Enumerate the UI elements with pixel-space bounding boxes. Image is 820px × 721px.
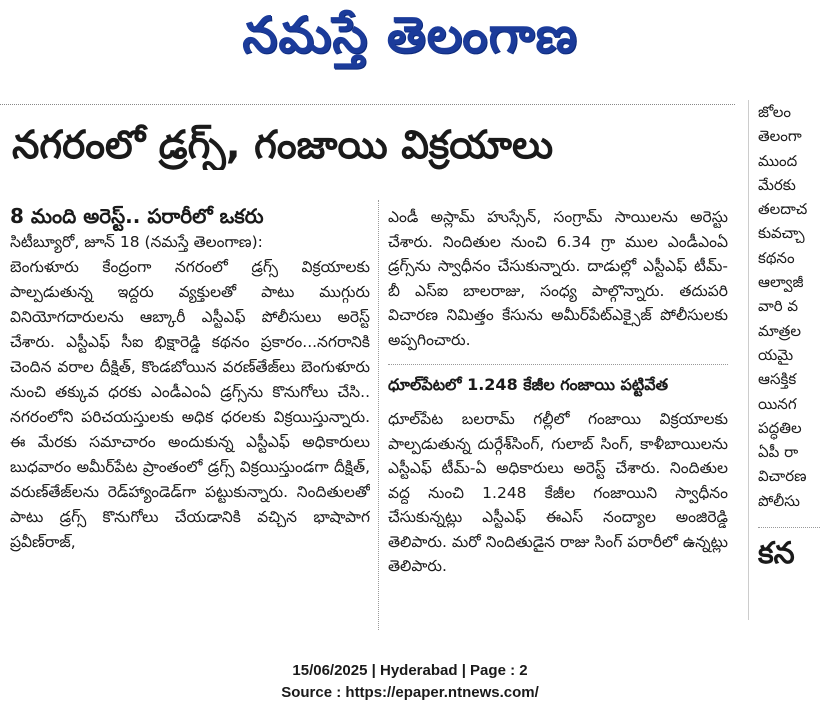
adjacent-text-line: తెలంగా <box>758 127 802 146</box>
column-divider-right <box>748 100 749 620</box>
adjacent-text-line: యమై <box>758 345 794 364</box>
adjacent-text-line: ఏపీ రా <box>758 443 799 462</box>
adjacent-text-line: ఆల్వాజీ <box>758 273 804 292</box>
adjacent-text-line: వారి వ <box>758 297 799 316</box>
adjacent-text-line: పోలీసు <box>758 491 800 510</box>
edition-info: 15/06/2025 | Hyderabad | Page : 2 <box>292 662 528 679</box>
article-subheadline: 8 మంది అరెస్ట్.. పరారీలో ఒకరు <box>10 204 264 228</box>
adjacent-text-line: మాత్రల <box>758 321 801 340</box>
source-link[interactable]: Source : https://epaper.ntnews.com/ <box>281 684 539 701</box>
adjacent-article-column <box>758 100 820 574</box>
article-body-middle-2: ధూల్‌పేట బలరామ్ గల్లీలో గంజాయి విక్రయాలకు పాల్పడుతున్న దుర్గేశ్‌సింగ్, గులాబ్ సింగ్, కాళీబాయిలను ఎస్టీఎఫ్ టీమ్-ఏ అధికారులు అరెస్ట్ చేశారు. నిందితుల వద్ద నుంచి 1.248 కేజీల గంజాయిని స్వాధీనం చేసుకున్నట్లు ఎస్టీఎఫ్ ఈఎస్ నంద్యాల అంజిరెడ్డి తెలిపారు. మరో నిందితుడైన రాజు సింగ్ పరారీలో ఉన్నట్లు తెలిపారు. <box>388 410 728 575</box>
adjacent-headline: కన <box>758 536 795 572</box>
adjacent-text-line: కువచ్చా <box>758 224 805 243</box>
adjacent-text-line: మేరకు <box>758 175 796 194</box>
masthead <box>0 0 820 92</box>
adjacent-text-line: యినగ <box>758 394 797 413</box>
newspaper-logo: నమస్తే తెలంగాణ <box>242 6 578 64</box>
adjacent-text-line: కథనం <box>758 248 795 267</box>
article-column-middle <box>388 205 728 579</box>
column-divider <box>378 200 379 630</box>
article-column-left <box>10 202 370 642</box>
adjacent-text-line: ముంద <box>758 151 798 170</box>
adjacent-text-line: తలదాచ <box>758 200 808 219</box>
page-footer <box>0 660 820 704</box>
article-body-middle: ఎండీ అస్లామ్ హుస్సేన్, సంగ్రామ్ సాయిలను అరెస్టు చేశారు. నిందితుల నుంచి 6.34 గ్రా ముల ఎండీఎంఏ డ్రగ్స్‌ను స్వాధీనం చేసుకున్నారు. దాడుల్లో ఎస్టీఎఫ్ టీమ్-బీ ఎస్ఐ బాలరాజు, సంధ్య పాల్గొన్నారు. తదుపరి విచారణ నిమిత్తం కేసును అమీర్‌పేట్‌ఎక్సైజ్ పోలీసులకు అప్పగించారు. <box>388 208 728 349</box>
adjacent-text-line: విచారణ <box>758 467 807 486</box>
article-dateline: సిటీబ్యూరో, జూన్ 18 (నమస్తే తెలంగాణ): <box>10 233 263 251</box>
adjacent-text-line: ఆసక్తిక <box>758 370 797 389</box>
adjacent-text-line: పద్ధతిల <box>758 418 802 437</box>
section-divider <box>388 364 728 365</box>
article-headline: నగరంలో డ్రగ్స్, గంజాయి విక్రయాలు <box>12 123 554 168</box>
adjacent-text-line: జోలం <box>758 103 791 121</box>
article-subheadline-2: ధూల్‌పేటలో 1.248 కేజీల గంజాయి పట్టివేత <box>388 375 669 394</box>
header-divider <box>0 104 735 105</box>
adjacent-divider <box>758 527 820 528</box>
article-body-left: బెంగుళూరు కేంద్రంగా నగరంలో డ్రగ్స్ విక్రయాలకు పాల్పడుతున్న ఇద్దరు వ్యక్తులతో పాటు ముగ్గురు వినియోగదారులను ఆబ్కారీ ఎస్టీఎఫ్ పోలీసులు అరెస్ట్ చేశారు. ఎస్టీఎఫ్ సీఐ భిక్షారెడ్డి కథనం ప్రకారం...నగరానికి చెందిన వరాల దీక్షిత్, కొండబోయిన వరణ్‌తేజ్‌లు బెంగుళూరు నుంచి తక్కువ ధరకు ఎండీఎంఏ డ్రగ్స్‌ను కొనుగోలు చేసి.. నగరంలోని పరిచయస్తులకు అధిక ధరలకు విక్రయిస్తున్నారు. ఈ మేరకు సమాచారం అందుకున్న ఎస్టీఎఫ్ అధికారులు బుధవారం అమీర్‌పేట ప్రాంతంలో డ్రగ్స్ విక్రయిస్తుండగా దీక్షిత్, వరుణ్‌తేజ్‌లను రెడ్‌హ్యాండెడ్‌గా పట్టుకున్నారు. నిందితులతో పాటు డ్రగ్స్ కొనుగోలు చేయడానికి వచ్చిన భాషాపాగ ప్రవీణ్‌రాజ్, <box>10 258 370 551</box>
